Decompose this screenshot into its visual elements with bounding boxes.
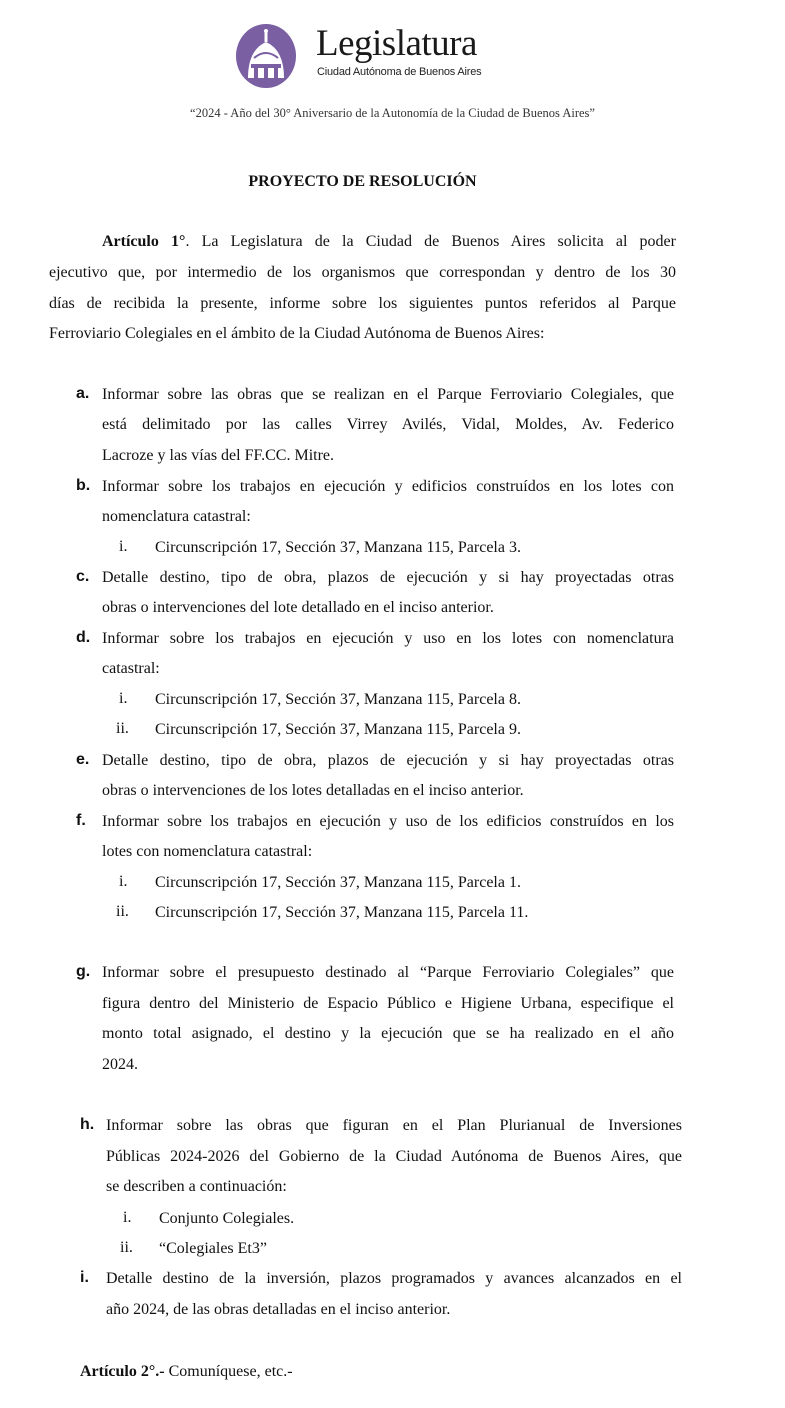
item-marker: g. [76, 963, 91, 980]
subitem-marker: ii. [116, 903, 129, 920]
subitem-marker: i. [119, 538, 128, 555]
item-line: obras o intervenciones del lote detallado en el inciso anterior. [102, 599, 494, 616]
article-2-text: Comuníquese, etc.- [164, 1363, 293, 1380]
article-2 [80, 1362, 293, 1382]
item-line: está delimitado por las calles Virrey Avilés, Vidal, Moldes, Av. Federico [102, 416, 674, 433]
article-1-line: ejecutivo que, por intermedio de los organismos que correspondan y dentro de los 30 [49, 264, 676, 281]
institution-subtitle: Ciudad Autónoma de Buenos Aires [317, 66, 482, 78]
article-1-label: Artículo 1° [102, 233, 186, 250]
item-marker: d. [76, 629, 91, 646]
document-title: PROYECTO DE RESOLUCIÓN [248, 173, 477, 190]
institution-name: Legislatura [316, 23, 477, 64]
item-line: Detalle destino, tipo de obra, plazos de ejecución y si hay proyectadas otras [102, 752, 674, 769]
subitem-marker: ii. [120, 1239, 133, 1256]
item-line: Detalle destino de la inversión, plazos programados y avances alcanzados en el [106, 1270, 682, 1287]
item-line: Informar sobre los trabajos en ejecución y uso en los lotes con nomenclatura [102, 630, 674, 647]
subitem-marker: ii. [116, 720, 129, 737]
item-line: lotes con nomenclatura catastral: [102, 843, 313, 860]
subitem-marker: i. [123, 1209, 132, 1226]
item-marker: e. [76, 751, 90, 768]
item-line: Informar sobre los trabajos en ejecución y uso de los edificios construídos en los [102, 813, 674, 830]
item-marker: f. [76, 812, 86, 829]
item-line: Informar sobre el presupuesto destinado al “Parque Ferroviario Colegiales” que [102, 964, 674, 981]
item-line: Públicas 2024-2026 del Gobierno de la Ciudad Autónoma de Buenos Aires, que [106, 1148, 682, 1165]
article-2-label: Artículo 2°.- [80, 1363, 165, 1380]
article-1-line: Ferroviario Colegiales en el ámbito de la Ciudad Autónoma de Buenos Aires: [49, 325, 545, 342]
item-line: año 2024, de las obras detalladas en el inciso anterior. [106, 1301, 451, 1318]
item-marker: c. [76, 568, 90, 585]
article-1-line: días de recibida la presente, informe sobre los siguientes puntos referidos al Parque [49, 295, 676, 312]
item-line: Informar sobre las obras que figuran en el Plan Plurianual de Inversiones [106, 1117, 682, 1134]
subitem-marker: i. [119, 873, 128, 890]
subitem-text: Circunscripción 17, Sección 37, Manzana 115, Parcela 1. [155, 874, 521, 891]
subitem-text: Circunscripción 17, Sección 37, Manzana 115, Parcela 8. [155, 691, 521, 708]
article-1-line: Artículo 1°. La Legislatura de la Ciudad de Buenos Aires solicita al poder [102, 233, 676, 250]
item-line: Detalle destino, tipo de obra, plazos de ejecución y si hay proyectadas otras [102, 569, 674, 586]
item-line: nomenclatura catastral: [102, 508, 251, 525]
item-line: catastral: [102, 660, 160, 677]
subitem-text: Circunscripción 17, Sección 37, Manzana 115, Parcela 9. [155, 721, 521, 738]
item-line: monto total asignado, el destino y la ejecución que se ha realizado en el año [102, 1025, 674, 1042]
item-line: se describen a continuación: [106, 1178, 287, 1195]
dome-logo-icon [236, 20, 296, 88]
item-line: Informar sobre las obras que se realizan en el Parque Ferroviario Colegiales, que [102, 386, 674, 403]
item-line: figura dentro del Ministerio de Espacio Público e Higiene Urbana, especifique el [102, 995, 674, 1012]
item-marker: b. [76, 477, 91, 494]
item-marker: h. [80, 1116, 95, 1133]
subitem-text: Circunscripción 17, Sección 37, Manzana 115, Parcela 3. [155, 539, 521, 556]
item-line: Informar sobre los trabajos en ejecución y edificios construídos en los lotes con [102, 478, 674, 495]
subitem-text: “Colegiales Et3” [159, 1240, 267, 1257]
subitem-text: Circunscripción 17, Sección 37, Manzana 115, Parcela 11. [155, 904, 529, 921]
item-line: obras o intervenciones de los lotes detalladas en el inciso anterior. [102, 782, 524, 799]
item-line: Lacroze y las vías del FF.CC. Mitre. [102, 447, 335, 464]
item-marker: i. [80, 1269, 89, 1286]
item-line: 2024. [102, 1056, 138, 1073]
year-motto: “2024 - Año del 30° Aniversario de la Autonomía de la Ciudad de Buenos Aires” [190, 106, 595, 120]
subitem-marker: i. [119, 690, 128, 707]
subitem-text: Conjunto Colegiales. [159, 1210, 295, 1227]
item-marker: a. [76, 385, 90, 402]
